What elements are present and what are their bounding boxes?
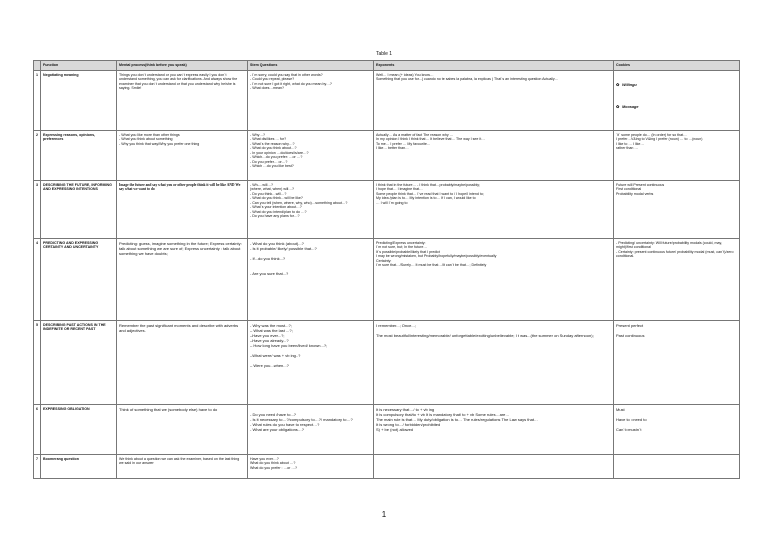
row-cookies: Present perfect Past continuous	[614, 321, 740, 405]
row-function: Boomerang question	[41, 455, 117, 479]
row-function: EXPRESSING OBLIGATION	[41, 405, 117, 455]
cookie-item	[616, 78, 736, 87]
page-number: 1	[381, 510, 387, 519]
row-cookies: ´it´ some people do… (In order) for so that… I prefer…V&ing to V&ing I prefer (noun) … to …(noun) I like to … I like… rather than …	[614, 131, 740, 181]
table-row	[34, 321, 740, 405]
table-row	[34, 455, 740, 479]
row-number: 2	[34, 131, 41, 181]
row-stem-questions: - What do you think (about)...? - Is it probable/ likely/ possible that...? - If...do you think...? - Are you sure that...?	[248, 239, 374, 321]
row-stem-questions: - Wh-…will…? (where, what, when) will…? - Do you think…will…? - What do you think…will be like? - Can you tell (when, where, why, who)…something about…? - What´s your intention about…? - What do you intend/plan to do …? - Do you have any plans for…?	[248, 181, 374, 239]
row-exponents: Predicting/Express uncertainty: I´m not sure, but; In the future… It´s possible/probable/likely that I predict I may be wrong/mistaken, but Probably/hopefully/maybe/possibly/eventually Certainty: I´m sure that…/Surely… It must be that…/It can´t be that…; Definitely	[374, 239, 614, 321]
table-row	[34, 181, 740, 239]
row-stem-questions: - Why was the most...?; – What was the last ...?; –Have you ever...?; –Have you already...? – How long have you been/lived/ known...?; –What were/ was + vb ing..? – Were you...when...?	[248, 321, 374, 405]
row-mental-process: Image the future and say what you or other people think it will be like AND We say what we want to do	[117, 181, 248, 239]
cookie-item-text: Moosage	[622, 105, 639, 110]
row-mental-process: Think of something that we (somebody else) have to do	[117, 405, 248, 455]
row-function: Negotiating meaning	[41, 71, 117, 131]
table-title: Table 1	[375, 51, 393, 57]
row-function: DESCRIBING PAST ACTIONS IN THE INDEFINITE OR RECENT PAST	[41, 321, 117, 405]
row-number: 1	[34, 71, 41, 131]
cookie-item-text: Willingu	[622, 83, 637, 88]
row-number: 4	[34, 239, 41, 321]
row-mental-process: Predicting: guess, imagine something in the future; Express certainty: talk about something we are sure of; Express uncertainty : talk about something we have doubts;	[117, 239, 248, 321]
row-exponents: Well… I mean (+ ideas) You know… Something that you use for...( cuando no te sabes la palabra, la explicas ) That´s an interesting question Actually…	[374, 71, 614, 131]
header-cookies: Cookies	[614, 61, 740, 71]
row-exponents: I think that in the future… - I think that…probably/maybe/possibly; I hope that… I imagine that… Some people think that… I´ve read that I want to / I hope/I intend to; My idea /plan is to… My intention is to… If I can, I would like to … I will I´m going to	[374, 181, 614, 239]
flower-bullet-icon: ✿	[616, 105, 620, 110]
row-cookies: Future will Present continuous First conditional Probability modal verbs	[614, 181, 740, 239]
row-mental-process: Things you don´t understand or you can´t express easily I you don´t understand something, you can ask for clarifications. And always show the examiner that you don´t understand or that you understand why he/she is saying. Smile!	[117, 71, 248, 131]
row-exponents: I remember...; Once...; The most beautiful/interesting/memorable/ unforgettable/exciting/unbelievable; I t was...(the summer on Sunday afternoon);	[374, 321, 614, 405]
table-header-row	[34, 61, 740, 71]
row-exponents	[374, 455, 614, 479]
table-row	[34, 131, 740, 181]
row-cookies	[614, 71, 740, 131]
row-cookies: - Predicting/ uncertainty: Will future/probability modals (could, may, might)/first conditional - Certainty: present continuous future/ probability modal (must, can´t)/zero conditional.	[614, 239, 740, 321]
row-mental-process: - What you like more than other things - What you think about something - Why you think that way/Why you prefer one thing	[117, 131, 248, 181]
row-mental-process: Remember the past significant moments and describe with adverbs and adjectives.	[117, 321, 248, 405]
row-cookies: Must Have to =need to Can´t=mustn´t	[614, 405, 740, 455]
row-exponents: It is necessary that…/ to + vb ing It is compulsory that/to + vb It is mandatory that/ to + vb Some rules…are… The main rule is that… My duty/obligation is to… The rules/regulations The Law says that… It is wrong to…/ forbidden/prohibited S) + be (not) allowed	[374, 405, 614, 455]
row-cookies	[614, 455, 740, 479]
header-num	[34, 61, 41, 71]
row-stem-questions: Have you ever…? What do you think about …? What do you prefer : …or …?	[248, 455, 374, 479]
row-function: DESCRIBING THE FUTURE, INFORMING AND EXPRESSING INTENTIONS	[41, 181, 117, 239]
row-stem-questions: - Why…? - What dis/likes … for? - What´s the reason why…? - What do you think about…? - In your opinion …do/does/is/are…? - Which…do you prefer: …or …? - Do you prefer… or…? - Which …do you like best?	[248, 131, 374, 181]
table-row	[34, 239, 740, 321]
header-exponents: Exponents	[374, 61, 614, 71]
row-number: 6	[34, 405, 41, 455]
header-function: Function	[41, 61, 117, 71]
row-number: 5	[34, 321, 41, 405]
row-stem-questions: - Do you need /have to...? - Is it necessary to…?/compulsory to…?/ mandatory to…? - What rules do you have to respect…? - What are your obligations…?	[248, 405, 374, 455]
row-function: Expressing reasons, opinions, preferences	[41, 131, 117, 181]
row-number: 3	[34, 181, 41, 239]
row-number: 7	[34, 455, 41, 479]
header-stem-questions: Stem Questions	[248, 61, 374, 71]
row-stem-questions: - I´m sorry, could you say that in other words? - Could you repeat, please? - I´m not sure I got it right, what do you mean by…? - What does…mean?	[248, 71, 374, 131]
row-mental-process: We think about a question we can ask the examiner, based on the last thing we said in our answer	[117, 455, 248, 479]
table-row	[34, 71, 740, 131]
cookie-item	[616, 100, 736, 109]
header-mental-process: Mental process(think before you speak)	[117, 61, 248, 71]
row-exponents: Actually… As a matter of fact The reason why … In my opinion I think I think that… It believe that… The way I see it… To me… I prefer … My favourite… I like… better than…	[374, 131, 614, 181]
language-functions-table	[33, 60, 740, 479]
row-function: PREDICTING AND EXPRESSING CERTAINTY AND UNCERTAINTY	[41, 239, 117, 321]
flower-bullet-icon: ✿	[616, 83, 620, 88]
table-row	[34, 405, 740, 455]
